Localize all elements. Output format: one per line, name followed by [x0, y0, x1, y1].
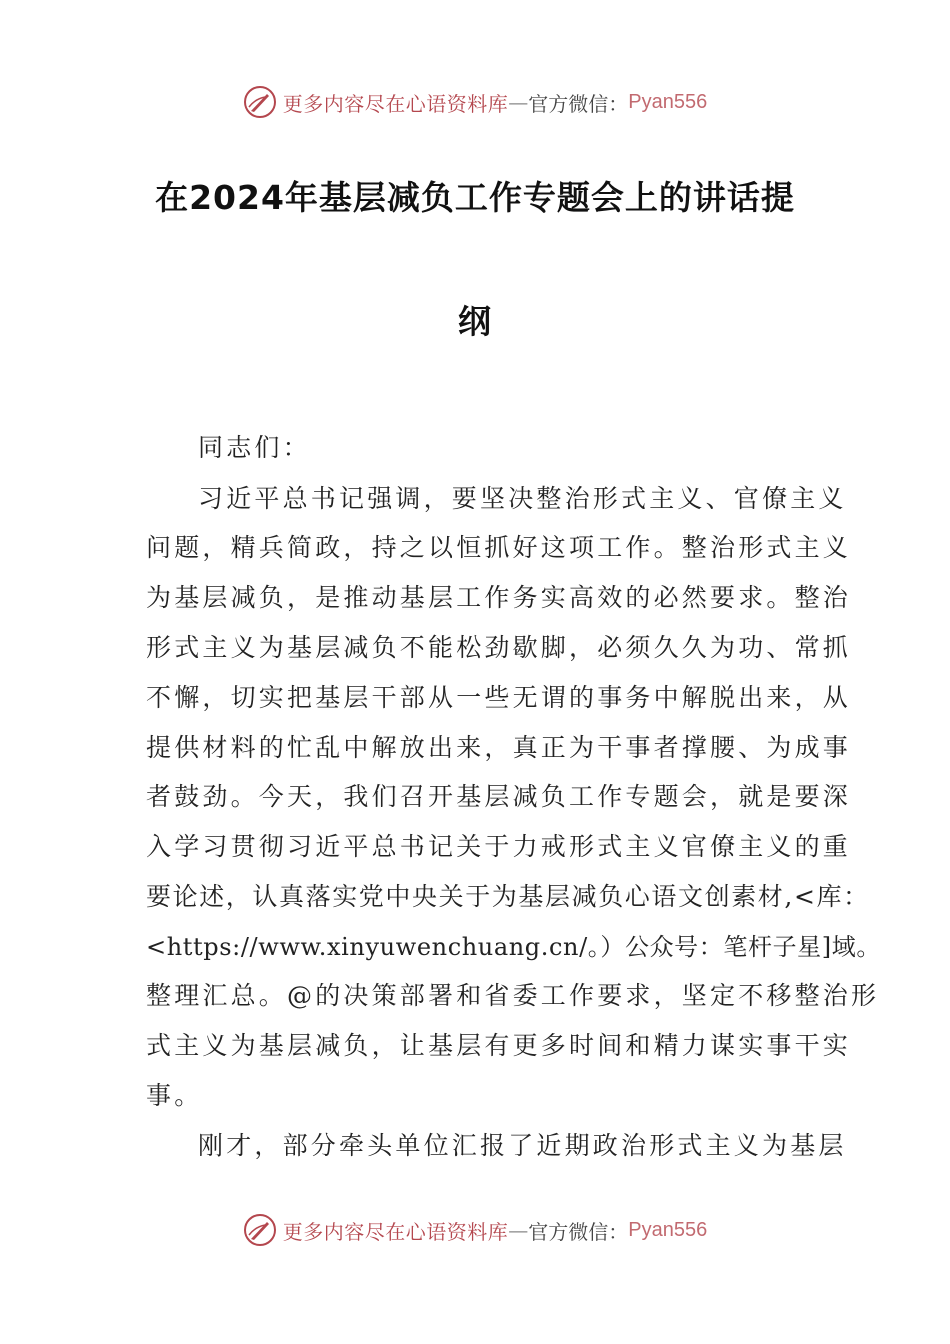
banner-wechat-id: Pyan556: [628, 1218, 708, 1241]
quill-pen-icon: [243, 85, 277, 119]
banner-wechat-id: Pyan556: [628, 90, 708, 113]
body-line: 刚才，部分牵头单位汇报了近期政治形式主义为基层: [198, 1131, 847, 1160]
body-line: 要论述，认真落实党中央关于为基层减负心语文创素材,<库：: [146, 882, 870, 911]
banner-text: 更多内容尽在心语资料库: [282, 91, 509, 116]
body-line: 为基层减负，是推动基层工作务实高效的必然要求。整治: [146, 583, 852, 612]
footer-watermark-banner: [0, 1210, 950, 1250]
salutation: 同志们：: [198, 433, 311, 462]
body-line: 提供材料的忙乱中解放出来，真正为干事者撑腰、为成事: [146, 733, 852, 762]
body-line: 者鼓劲。今天，我们召开基层减负工作专题会，就是要深: [146, 782, 852, 811]
banner-text: 更多内容尽在心语资料库: [282, 1219, 509, 1244]
body-line: 习近平总书记强调，要坚决整治形式主义、官僚主义: [198, 484, 847, 513]
document-title-line-1: 在2024年基层减负工作专题会上的讲话提: [155, 178, 795, 217]
header-watermark-banner: [0, 82, 950, 122]
banner-dash: —: [508, 1218, 529, 1242]
body-line: 事。: [146, 1081, 203, 1110]
body-line-url: <https://www.xinyuwenchuang.cn/。）公众号：笔杆子星]域。: [146, 933, 881, 961]
body-line: 入学习贯彻习近平总书记关于力戒形式主义官僚主义的重: [146, 832, 852, 861]
quill-pen-icon: [243, 1213, 277, 1247]
body-line: 不懈，切实把基层干部从一些无谓的事务中解脱出来，从: [146, 683, 852, 712]
document-title-line-2: 纲: [458, 302, 492, 341]
body-line: 式主义为基层减负，让基层有更多时间和精力谋实事干实: [146, 1031, 852, 1060]
banner-wechat-label: 官方微信：: [528, 1219, 629, 1244]
body-line: 形式主义为基层减负不能松劲歇脚，必须久久为功、常抓: [146, 633, 852, 662]
banner-dash: —: [508, 90, 529, 114]
body-line: 整理汇总。@的决策部署和省委工作要求，坚定不移整治形: [146, 981, 880, 1010]
banner-wechat-label: 官方微信：: [528, 91, 629, 116]
body-line: 问题，精兵简政，持之以恒抓好这项工作。整治形式主义: [146, 533, 852, 562]
